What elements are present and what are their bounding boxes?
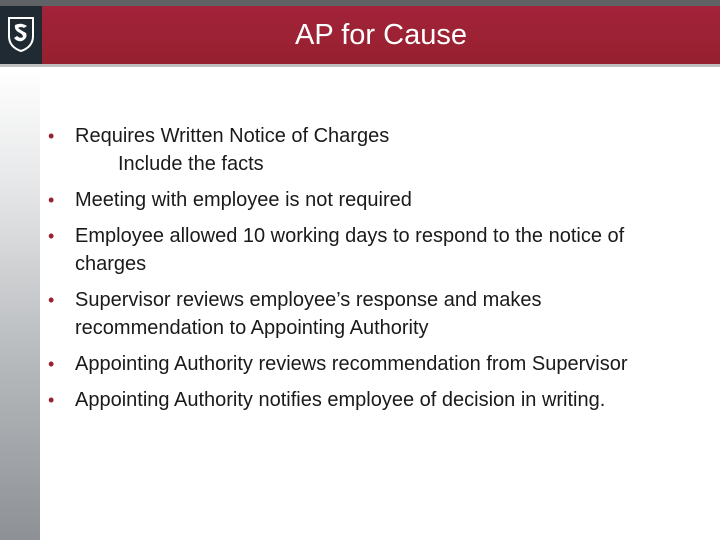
bullet-text: Supervisor reviews employee’s response and makes recommendation to Appointing Authority	[75, 289, 542, 339]
logo	[0, 6, 42, 64]
bullet-subtext: Include the facts	[118, 153, 264, 175]
bullet-icon: •	[48, 226, 55, 246]
bullet-item	[48, 350, 688, 378]
bullet-list	[48, 122, 688, 414]
bullet-icon: •	[48, 354, 55, 374]
bullet-icon: •	[48, 290, 55, 310]
page-title: AP for Cause	[295, 19, 467, 51]
wsu-cougar-logo-icon	[6, 16, 36, 52]
slide-content	[48, 122, 688, 422]
bullet-icon: •	[48, 390, 55, 410]
bullet-item	[48, 122, 688, 178]
left-decorative-bar	[0, 67, 40, 540]
bullet-text: Appointing Authority reviews recommendation from Supervisor	[75, 353, 628, 375]
bullet-item	[48, 286, 688, 342]
title-underline	[0, 64, 720, 67]
bullet-text: Employee allowed 10 working days to respond to the notice of charges	[75, 225, 625, 275]
bullet-icon: •	[48, 126, 55, 146]
bullet-text: Requires Written Notice of Charges	[75, 125, 390, 147]
bullet-text: Appointing Authority notifies employee of decision in writing.	[75, 389, 606, 411]
bullet-item	[48, 222, 688, 278]
bullet-item	[48, 386, 688, 414]
bullet-text: Meeting with employee is not required	[75, 189, 412, 211]
bullet-icon: •	[48, 190, 55, 210]
bullet-item	[48, 186, 688, 214]
